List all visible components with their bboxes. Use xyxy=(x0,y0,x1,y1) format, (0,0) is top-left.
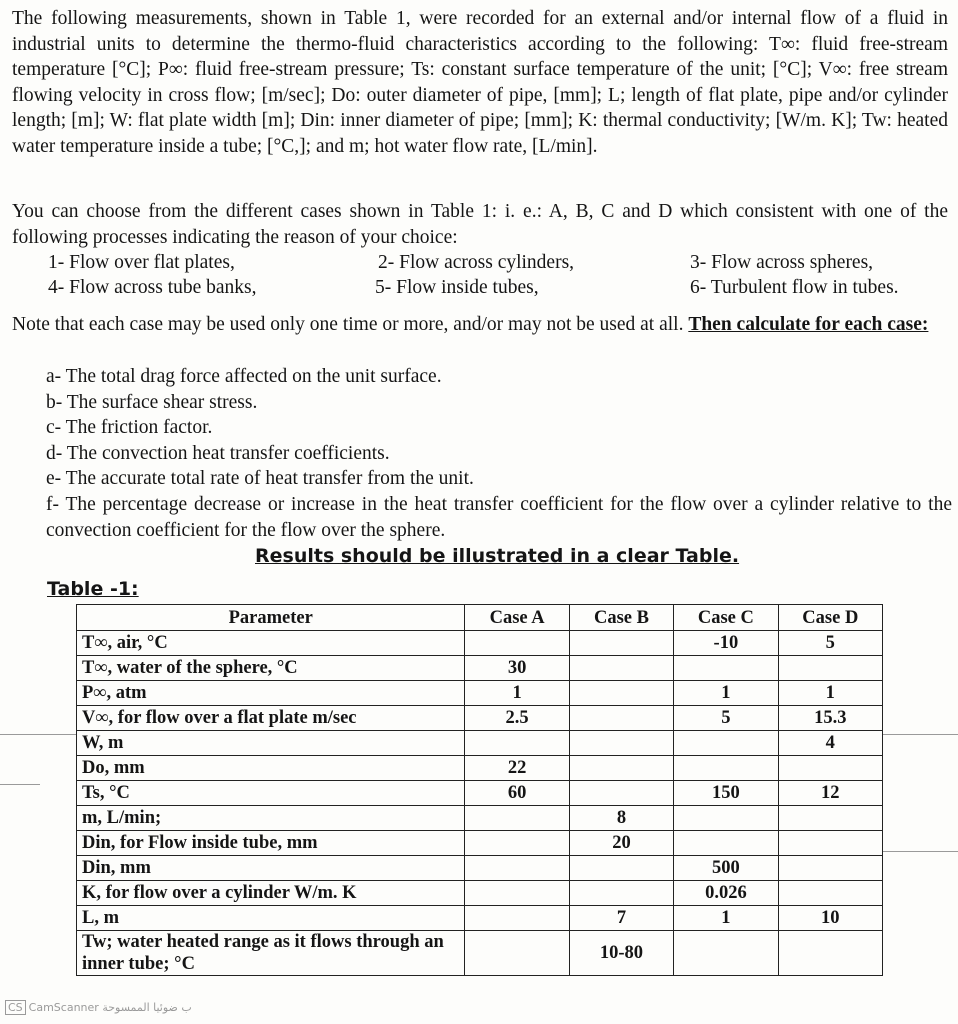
case-value-cell: 22 xyxy=(465,756,569,781)
table-row xyxy=(77,931,883,976)
parameter-cell: m, L/min; xyxy=(77,806,465,831)
case-value-cell xyxy=(674,831,778,856)
case-value-cell: 1 xyxy=(778,681,882,706)
header-case-c: Case C xyxy=(674,605,778,631)
option-spheres: 3- Flow across spheres, xyxy=(690,252,874,273)
option-inside-tubes: 5- Flow inside tubes, xyxy=(375,277,539,298)
table-row xyxy=(77,656,883,681)
parameter-cell: L, m xyxy=(77,906,465,931)
table-row xyxy=(77,681,883,706)
intro-paragraph: The following measurements, shown in Table 1, were recorded for an external and/or internal flow of a fluid in industrial units to determine the thermo-fluid characteristics according to the following: T∞: fluid free-stream temperature [°C]; P∞: fluid free-stream pressure; Ts: constant surface temperature of the unit; [°C]; V∞: free stream flowing velocity in cross flow; [m/sec]; Do: outer diameter of pipe, [mm]; L; length of flat plate, pipe and/or cylinder length; [m]; W: flat plate width [m]; Din: inner diameter of pipe; [mm]; K: thermal conductivity; [W/m. K]; Tw: heated water temperature inside a tube; [°C,]; and m; hot water flow rate, [L/min]. xyxy=(12,8,948,157)
case-value-cell xyxy=(465,881,569,906)
table-row xyxy=(77,881,883,906)
parameter-cell: Din, mm xyxy=(77,856,465,881)
note-text: Note that each case may be used only one time or more, and/or may not be used at all. xyxy=(12,314,684,335)
case-value-cell xyxy=(778,756,882,781)
case-value-cell: 10 xyxy=(778,906,882,931)
case-value-cell: 8 xyxy=(569,806,673,831)
case-value-cell: 2.5 xyxy=(465,706,569,731)
table-header-row xyxy=(77,605,883,631)
scan-artifact-line xyxy=(0,784,40,785)
case-value-cell: 1 xyxy=(465,681,569,706)
parameter-cell: K, for flow over a cylinder W/m. K xyxy=(77,881,465,906)
case-value-cell xyxy=(778,856,882,881)
option-flat-plates: 1- Flow over flat plates, xyxy=(48,252,235,273)
task-item: e- The accurate total rate of heat transfer from the unit. xyxy=(46,468,474,490)
case-value-cell xyxy=(778,831,882,856)
case-value-cell xyxy=(465,731,569,756)
camscanner-logo: CS xyxy=(5,1000,26,1015)
task-item: a- The total drag force affected on the unit surface. xyxy=(46,366,442,387)
camscanner-watermark xyxy=(5,1001,192,1014)
choose-paragraph: You can choose from the different cases shown in Table 1: i. e.: A, B, C and D which consistent with one of the following processes indicating the reason of your choice: xyxy=(12,201,948,248)
header-parameter: Parameter xyxy=(77,605,465,631)
case-value-cell: 1 xyxy=(674,906,778,931)
case-value-cell xyxy=(778,931,882,976)
case-value-cell xyxy=(569,856,673,881)
table-row xyxy=(77,731,883,756)
case-value-cell xyxy=(778,806,882,831)
case-value-cell xyxy=(778,656,882,681)
option-cylinders: 2- Flow across cylinders, xyxy=(378,252,575,273)
case-value-cell: 7 xyxy=(569,906,673,931)
case-value-cell: 20 xyxy=(569,831,673,856)
task-item: b- The surface shear stress. xyxy=(46,391,258,413)
case-value-cell: 15.3 xyxy=(778,706,882,731)
parameter-cell: Din, for Flow inside tube, mm xyxy=(77,831,465,856)
case-value-cell xyxy=(465,631,569,656)
option-turbulent: 6- Turbulent flow in tubes. xyxy=(690,277,899,298)
scan-artifact-line xyxy=(883,851,958,852)
header-case-a: Case A xyxy=(465,605,569,631)
case-value-cell xyxy=(465,931,569,976)
table-row xyxy=(77,831,883,856)
case-value-cell xyxy=(674,806,778,831)
case-value-cell: 60 xyxy=(465,781,569,806)
case-value-cell xyxy=(778,881,882,906)
case-value-cell xyxy=(465,906,569,931)
parameters-table xyxy=(76,604,883,976)
case-value-cell xyxy=(569,781,673,806)
case-value-cell xyxy=(569,681,673,706)
parameter-cell: P∞, atm xyxy=(77,681,465,706)
task-list xyxy=(46,364,952,543)
case-value-cell: 30 xyxy=(465,656,569,681)
case-value-cell: 1 xyxy=(674,681,778,706)
task-item: f- The percentage decrease or increase in the heat transfer coefficient for the flow over a cylinder relative to the convection coefficient for the flow over the sphere. xyxy=(46,493,952,541)
scan-artifact-line xyxy=(883,734,958,735)
case-value-cell: -10 xyxy=(674,631,778,656)
parameter-cell: Do, mm xyxy=(77,756,465,781)
case-value-cell xyxy=(674,756,778,781)
parameter-cell: Ts, °C xyxy=(77,781,465,806)
table-row xyxy=(77,906,883,931)
case-value-cell xyxy=(674,731,778,756)
case-value-cell xyxy=(569,706,673,731)
case-value-cell: 0.026 xyxy=(674,881,778,906)
note-paragraph xyxy=(12,312,948,338)
table-row xyxy=(77,856,883,881)
case-value-cell xyxy=(569,631,673,656)
case-value-cell xyxy=(465,831,569,856)
table-row xyxy=(77,806,883,831)
case-value-cell: 500 xyxy=(674,856,778,881)
case-value-cell xyxy=(465,856,569,881)
results-note: Results should be illustrated in a clear Table. xyxy=(255,545,740,567)
header-case-b: Case B xyxy=(569,605,673,631)
table-title: Table -1: xyxy=(47,578,139,600)
case-value-cell: 5 xyxy=(674,706,778,731)
task-item: c- The friction factor. xyxy=(46,417,213,439)
case-value-cell xyxy=(569,756,673,781)
case-value-cell xyxy=(569,881,673,906)
case-value-cell: 12 xyxy=(778,781,882,806)
table-row xyxy=(77,631,883,656)
parameter-cell: W, m xyxy=(77,731,465,756)
case-value-cell xyxy=(674,931,778,976)
case-value-cell xyxy=(569,731,673,756)
table-row xyxy=(77,781,883,806)
case-value-cell xyxy=(465,806,569,831)
task-item: d- The convection heat transfer coefficients. xyxy=(46,442,390,464)
case-value-cell: 4 xyxy=(778,731,882,756)
header-case-d: Case D xyxy=(778,605,882,631)
case-value-cell xyxy=(569,656,673,681)
parameter-cell: Tw; water heated range as it flows through an inner tube; °C xyxy=(77,931,465,976)
case-value-cell: 5 xyxy=(778,631,882,656)
case-value-cell xyxy=(674,656,778,681)
table-row xyxy=(77,706,883,731)
option-tube-banks: 4- Flow across tube banks, xyxy=(48,277,257,298)
scan-artifact-line xyxy=(0,734,76,735)
parameter-cell: V∞, for flow over a flat plate m/sec xyxy=(77,706,465,731)
case-value-cell: 10-80 xyxy=(569,931,673,976)
parameter-cell: T∞, air, °C xyxy=(77,631,465,656)
camscanner-text: CamScanner ب ضوئيا الممسوحة xyxy=(28,1001,192,1014)
note-emphasis: Then calculate for each case: xyxy=(688,314,929,335)
case-value-cell: 150 xyxy=(674,781,778,806)
parameter-cell: T∞, water of the sphere, °C xyxy=(77,656,465,681)
table-row xyxy=(77,756,883,781)
